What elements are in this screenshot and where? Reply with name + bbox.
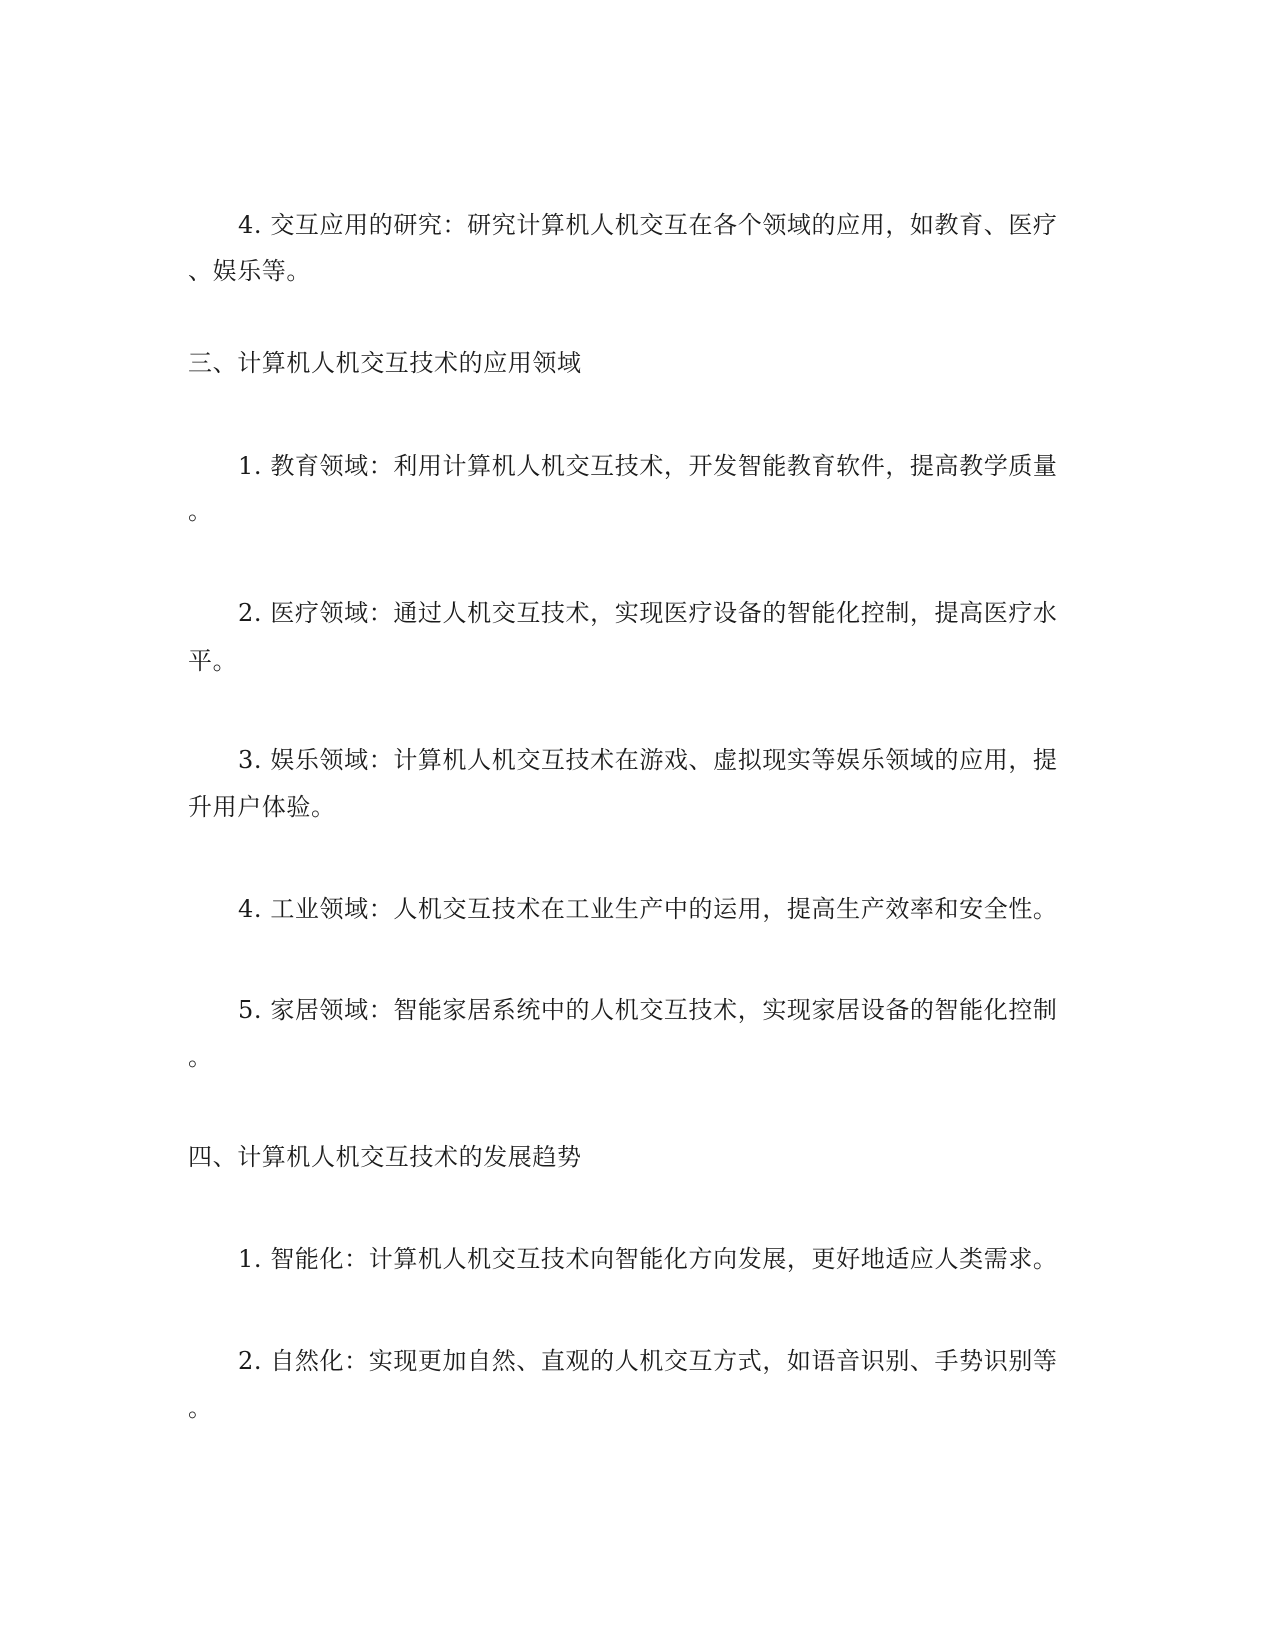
paragraph-line: 4. 交互应用的研究：研究计算机人机交互在各个领域的应用，如教育、医疗 bbox=[238, 211, 1058, 239]
paragraph-line: 2. 自然化：实现更加自然、直观的人机交互方式，如语音识别、手势识别等 bbox=[238, 1347, 1058, 1375]
paragraph-line: 4. 工业领域：人机交互技术在工业生产中的运用，提高生产效率和安全性。 bbox=[238, 895, 1058, 923]
paragraph-line: 5. 家居领域：智能家居系统中的人机交互技术，实现家居设备的智能化控制 bbox=[238, 996, 1058, 1024]
paragraph-line: 。 bbox=[188, 497, 213, 525]
paragraph-line: 2. 医疗领域：通过人机交互技术，实现医疗设备的智能化控制，提高医疗水 bbox=[238, 599, 1058, 627]
paragraph-line: 平。 bbox=[188, 647, 238, 675]
paragraph-line: 1. 教育领域：利用计算机人机交互技术，开发智能教育软件，提高教学质量 bbox=[238, 452, 1058, 480]
paragraph-line: 。 bbox=[188, 1394, 213, 1422]
paragraph-line: 升用户体验。 bbox=[188, 793, 336, 821]
paragraph-line: 。 bbox=[188, 1043, 213, 1071]
paragraph-line: 、娱乐等。 bbox=[188, 257, 311, 285]
paragraph-line: 1. 智能化：计算机人机交互技术向智能化方向发展，更好地适应人类需求。 bbox=[238, 1245, 1058, 1273]
section-heading: 三、计算机人机交互技术的应用领域 bbox=[188, 349, 582, 377]
section-heading: 四、计算机人机交互技术的发展趋势 bbox=[188, 1143, 582, 1171]
paragraph-line: 3. 娱乐领域：计算机人机交互技术在游戏、虚拟现实等娱乐领域的应用，提 bbox=[238, 746, 1058, 774]
